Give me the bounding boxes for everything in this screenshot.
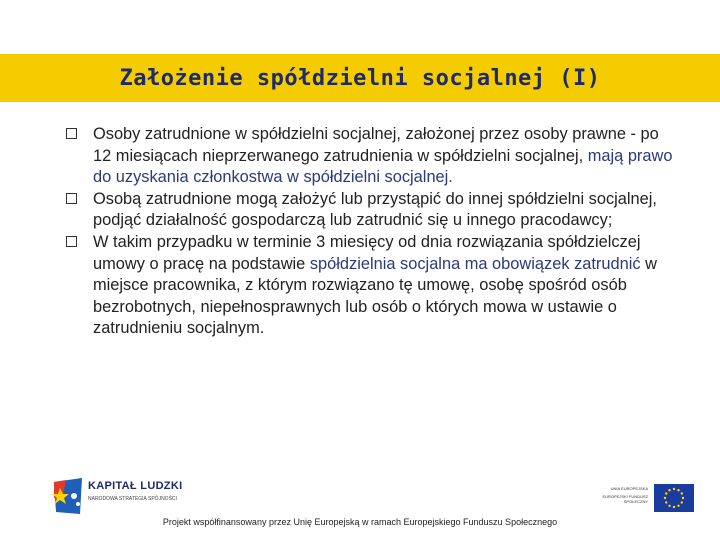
slide-title: Założenie spółdzielni socjalnej (I): [119, 65, 601, 91]
eu-star: [664, 497, 666, 499]
footer-note: Projekt współfinansowany przez Unię Europejską w ramach Europejskiego Funduszu Społecznego: [162, 517, 558, 527]
eu-star: [673, 488, 675, 490]
eu-star: [677, 489, 679, 491]
eu-star: [681, 501, 683, 503]
bullet-text: w miejsce pracownika, z którym rozwiązano tę umowę, osobę spośród osób bezrobotnych, niepełnosprawnych lub osób o których mowa w ustawie o zatrudnieniu socjalnym.: [93, 254, 657, 338]
checkbox-bullet-icon: [66, 128, 77, 139]
eu-star: [681, 492, 683, 494]
bullet-item: [66, 232, 676, 340]
kapital-ludzki-subtitle: NARODOWA STRATEGIA SPÓJNOŚCI: [88, 496, 177, 502]
eu-star: [673, 506, 675, 508]
eu-flag-icon: [654, 484, 694, 512]
bullet-text-highlight: spółdzielnia socjalna ma obowiązek zatrudnić: [309, 254, 641, 273]
bullet-text-highlight: mają prawo do uzyskania członkostwa w spółdzielni socjalnej.: [93, 146, 673, 187]
eu-star: [665, 492, 667, 494]
eu-star: [682, 497, 684, 499]
bullet-text: Osoby zatrudnione w spółdzielni socjalnej, założonej przez osoby prawne - po 12 miesiącach nieprzerwanego zatrudnienia w spółdzielni socjalnej,: [93, 125, 659, 165]
eu-star: [668, 505, 670, 507]
eu-star: [668, 489, 670, 491]
footer-logos: [0, 462, 720, 522]
kapital-ludzki-title: KAPITAŁ LUDZKI: [88, 480, 183, 492]
bullet-item: [66, 124, 676, 189]
kapital-ludzki-logo: [50, 474, 200, 518]
title-bar: [0, 54, 720, 102]
eu-logo-text-bottom: EUROPEJSKI FUNDUSZ SPOŁECZNY: [602, 494, 648, 504]
bullet-item: [66, 189, 676, 232]
eu-star: [677, 505, 679, 507]
bullet-list: [66, 124, 676, 340]
checkbox-bullet-icon: [66, 193, 77, 204]
eu-logo: [598, 482, 698, 514]
eu-star: [665, 501, 667, 503]
bullet-text: W takim przypadku w terminie 3 miesięcy od dnia rozwiązania spółdzielczej umowy o pracę na podstawie: [93, 232, 641, 273]
kapital-ludzki-emblem-icon: [50, 474, 86, 518]
checkbox-bullet-icon: [66, 236, 77, 247]
bullet-text: Osobą zatrudnione mogą założyć lub przystąpić do innej spółdzielni socjalnej, podjąć działalność gospodarczą lub zatrudnić się u innego pracodawcy;: [93, 189, 657, 230]
eu-logo-text-top: UNIA EUROPEJSKA: [610, 486, 648, 491]
